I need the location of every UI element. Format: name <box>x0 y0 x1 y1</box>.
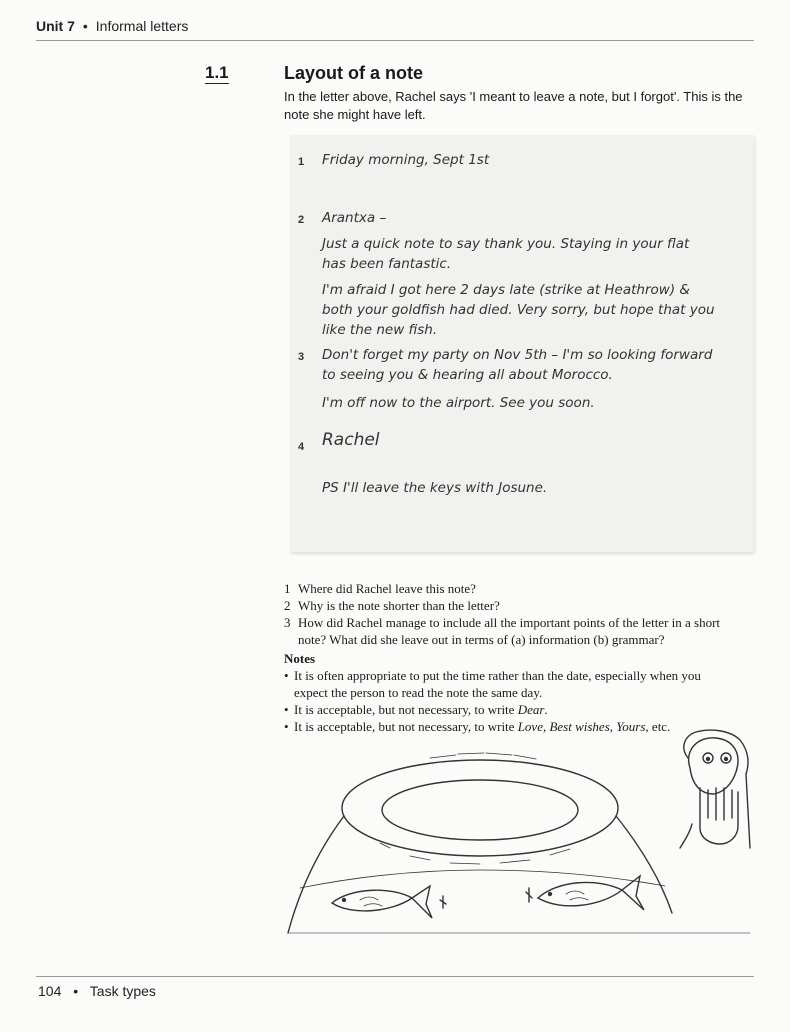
note-paragraph-2-line: like the new fish. <box>322 322 438 338</box>
note-paragraph-2-line: I'm afraid I got here 2 days late (strike at Heathrow) & <box>322 282 690 298</box>
question-text: How did Rachel manage to include all the important points of the letter in a short <box>298 615 721 630</box>
question-number: 2 <box>284 598 291 613</box>
bullet-emphasis: Dear <box>517 702 545 717</box>
bowl-rim-inner <box>382 780 578 840</box>
question-item <box>284 597 756 614</box>
note-marker-4: 4 <box>298 441 305 453</box>
bullet-text: It is acceptable, but not necessary, to write <box>294 719 518 734</box>
note-postscript: PS I'll leave the keys with Josune. <box>322 480 548 496</box>
footer-separator: • <box>73 983 79 999</box>
page-number: 104 <box>38 983 62 999</box>
note-paragraph-4: I'm off now to the airport. See you soon. <box>322 395 595 411</box>
bullet-icon: • <box>284 702 289 717</box>
note-date: Friday morning, Sept 1st <box>322 152 490 168</box>
section-title: Layout of a note <box>284 63 423 83</box>
note-marker-2: 2 <box>298 214 305 226</box>
running-header <box>36 18 188 34</box>
note-paragraph-1 <box>322 234 742 274</box>
note-paragraph-1-line: Just a quick note to say thank you. Staying in your flat <box>322 236 690 252</box>
unit-label: Unit 7 <box>36 18 75 34</box>
section-intro: In the letter above, Rachel says 'I meant to leave a note, but I forgot'. This is the note she might have left. <box>284 89 743 122</box>
bowl-side-right <box>616 816 672 913</box>
bowl-side-left <box>288 816 344 933</box>
note-marker-1: 1 <box>298 156 305 168</box>
note-paragraph-3-line: Don't forget my party on Nov 5th – I'm so looking forward <box>322 347 713 363</box>
note-paragraph-1-line: has been fantastic. <box>322 256 452 272</box>
note-paragraph-3 <box>322 345 742 385</box>
question-number: 3 <box>284 615 291 630</box>
bullet-text: It is often appropriate to put the time rather than the date, especially when you <box>294 668 701 683</box>
notes-block <box>284 650 756 735</box>
question-item <box>284 580 756 597</box>
bullet-icon: • <box>284 668 289 683</box>
note-paragraph-2-line: both your goldfish had died. Very sorry, but hope that you <box>322 302 715 318</box>
bullet-icon: • <box>284 719 289 734</box>
unit-topic: Informal letters <box>95 18 189 34</box>
question-item <box>284 614 756 631</box>
bullet-text: , etc. <box>645 719 671 734</box>
note-marker-3: 3 <box>298 351 305 363</box>
footer-section: Task types <box>89 983 156 999</box>
question-list <box>284 580 756 648</box>
header-separator: • <box>82 18 88 34</box>
question-text: Why is the note shorter than the letter? <box>298 598 500 613</box>
bullet-text: It is acceptable, but not necessary, to write <box>294 702 518 717</box>
bullet-text: . <box>544 702 548 717</box>
note-bullet-item <box>284 667 756 684</box>
section-number: 1.1 <box>205 63 229 82</box>
note-signature: Rachel <box>322 430 380 450</box>
bullet-emphasis: Love, Best wishes, Yours <box>517 719 646 734</box>
notes-heading: Notes <box>284 651 316 666</box>
note-paragraph-2 <box>322 280 742 340</box>
bowl-rim-outer <box>342 760 618 856</box>
bullet-text-continued: expect the person to read the note the same day. <box>294 685 543 700</box>
note-bullet-item <box>284 701 756 718</box>
header-rule <box>36 40 754 41</box>
question-text-continued: note? What did she leave out in terms of (a) information (b) grammar? <box>298 632 665 647</box>
running-footer <box>38 983 156 999</box>
goldfish-bowl-cartoon-icon <box>280 728 756 958</box>
note-greeting: Arantxa – <box>322 210 387 226</box>
footer-rule <box>36 976 754 977</box>
question-number: 1 <box>284 581 291 596</box>
note-paragraph-3-line: to seeing you & hearing all about Morocco. <box>322 367 613 383</box>
question-text: Where did Rachel leave this note? <box>298 581 476 596</box>
girl-face-icon <box>689 738 738 794</box>
